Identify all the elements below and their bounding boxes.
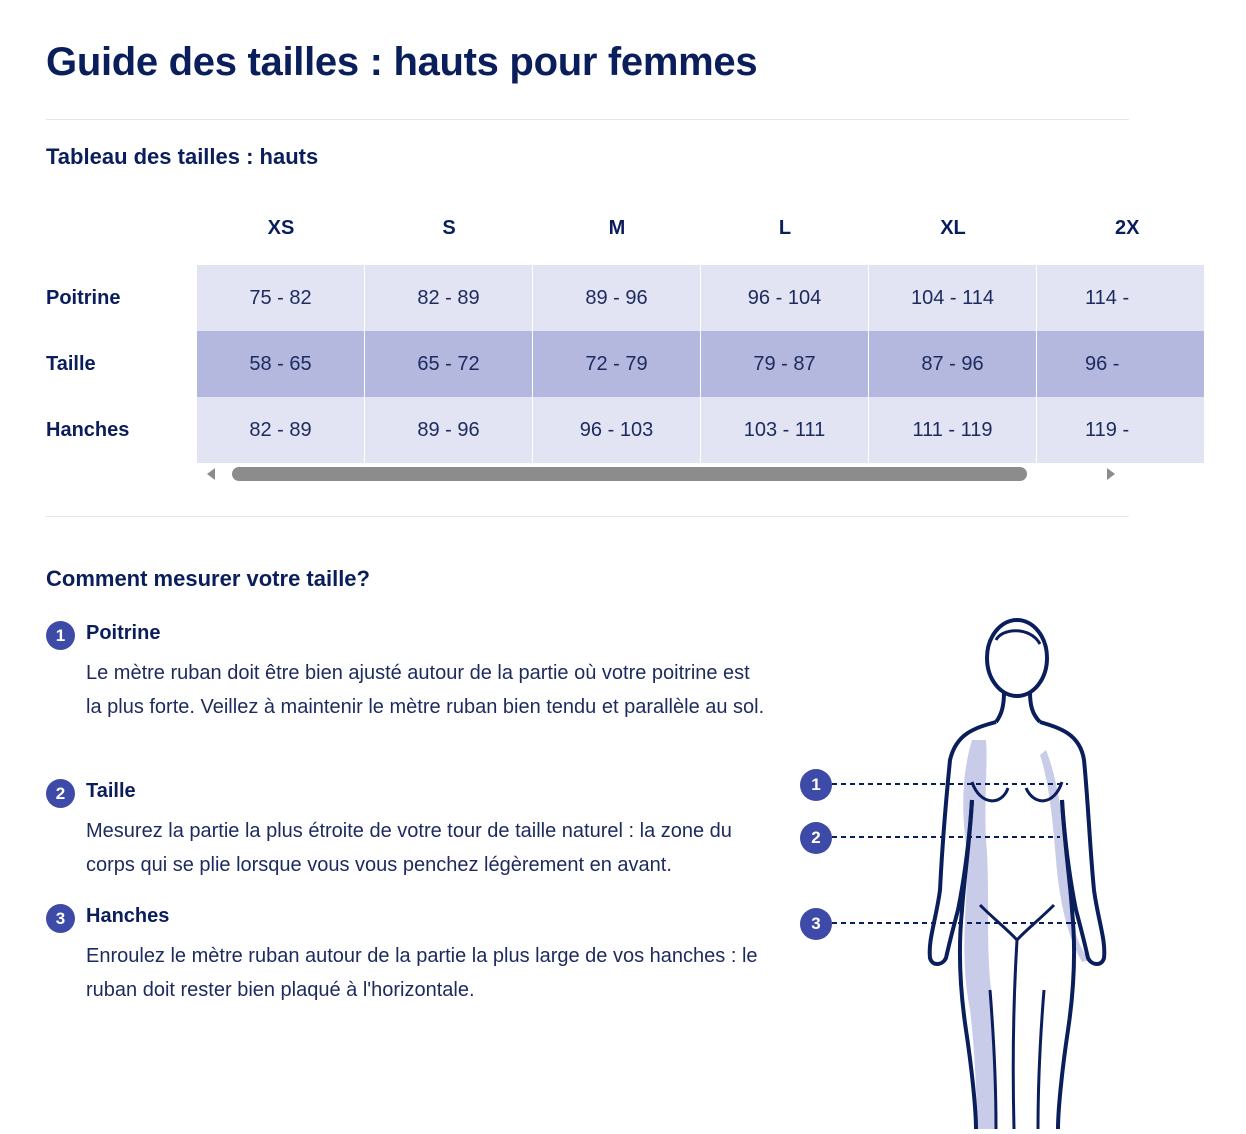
step-description: Le mètre ruban doit être bien ajusté autour de la partie où votre poitrine est la plus forte. Veillez à maintenir le mètre ruban bien tendu et parallèle au sol. (86, 662, 765, 718)
table-row-poitrine (46, 265, 1246, 331)
divider-middle (46, 516, 1129, 517)
marker-2-badge: 2 (800, 822, 832, 854)
size-table-title: Tableau des tailles : hauts (46, 144, 319, 169)
step-description: Mesurez la partie la plus étroite de votre tour de taille naturel : la zone du corps qui se plie lorsque vous vous penchez légèrement en avant. (86, 820, 732, 876)
scroll-left-arrow-icon[interactable] (207, 468, 215, 480)
size-header-xl: XL (940, 216, 966, 239)
scrollbar-thumb[interactable] (232, 467, 1027, 481)
table-cell: 104 - 114 (869, 265, 1037, 331)
row-label-taille: Taille (46, 352, 96, 375)
size-header-m: M (608, 216, 626, 239)
step-title: Poitrine (86, 622, 161, 644)
step-description: Enroulez le mètre ruban autour de la partie la plus large de vos hanches : le ruban doit rester bien plaqué à l'horizontale. (86, 945, 758, 1001)
step-number-badge: 2 (46, 779, 75, 808)
size-header-l: L (778, 216, 792, 239)
table-cell: 114 - (1037, 265, 1205, 331)
step-title: Taille (86, 780, 136, 802)
size-header-row (46, 200, 1246, 256)
table-row-taille (46, 331, 1246, 397)
size-header-xs: XS (267, 216, 295, 239)
table-cell: 75 - 82 (197, 265, 365, 331)
body-silhouette-icon (790, 610, 1129, 1129)
table-cell: 119 - (1037, 397, 1205, 463)
row-label-hanches: Hanches (46, 418, 130, 441)
table-cell: 72 - 79 (533, 331, 701, 397)
table-cell: 103 - 111 (701, 397, 869, 463)
table-cell: 82 - 89 (197, 397, 365, 463)
divider-top (46, 119, 1129, 120)
size-header-s: S (442, 216, 456, 239)
table-cell: 58 - 65 (197, 331, 365, 397)
table-cell: 87 - 96 (869, 331, 1037, 397)
table-cell: 96 - 104 (701, 265, 869, 331)
page-title: Guide des tailles : hauts pour femmes (46, 40, 758, 84)
table-row-hanches (46, 397, 1246, 463)
table-cell: 96 - (1037, 331, 1205, 397)
table-cell: 89 - 96 (365, 397, 533, 463)
measure-section-title: Comment mesurer votre taille? (46, 566, 370, 591)
table-cell: 82 - 89 (365, 265, 533, 331)
step-title: Hanches (86, 905, 170, 927)
table-horizontal-scrollbar[interactable] (197, 462, 1129, 486)
size-table[interactable] (46, 200, 1140, 490)
step-number-badge: 3 (46, 904, 75, 933)
table-cell: 65 - 72 (365, 331, 533, 397)
marker-3-badge: 3 (800, 908, 832, 940)
size-header-2x: 2X (1115, 216, 1140, 239)
row-label-poitrine: Poitrine (46, 286, 121, 309)
table-cell: 96 - 103 (533, 397, 701, 463)
table-cell: 89 - 96 (533, 265, 701, 331)
step-number-badge: 1 (46, 621, 75, 650)
scroll-right-arrow-icon[interactable] (1107, 468, 1115, 480)
table-cell: 111 - 119 (869, 397, 1037, 463)
body-measurement-illustration (790, 610, 1129, 1129)
marker-1-badge: 1 (800, 769, 832, 801)
table-cell: 79 - 87 (701, 331, 869, 397)
